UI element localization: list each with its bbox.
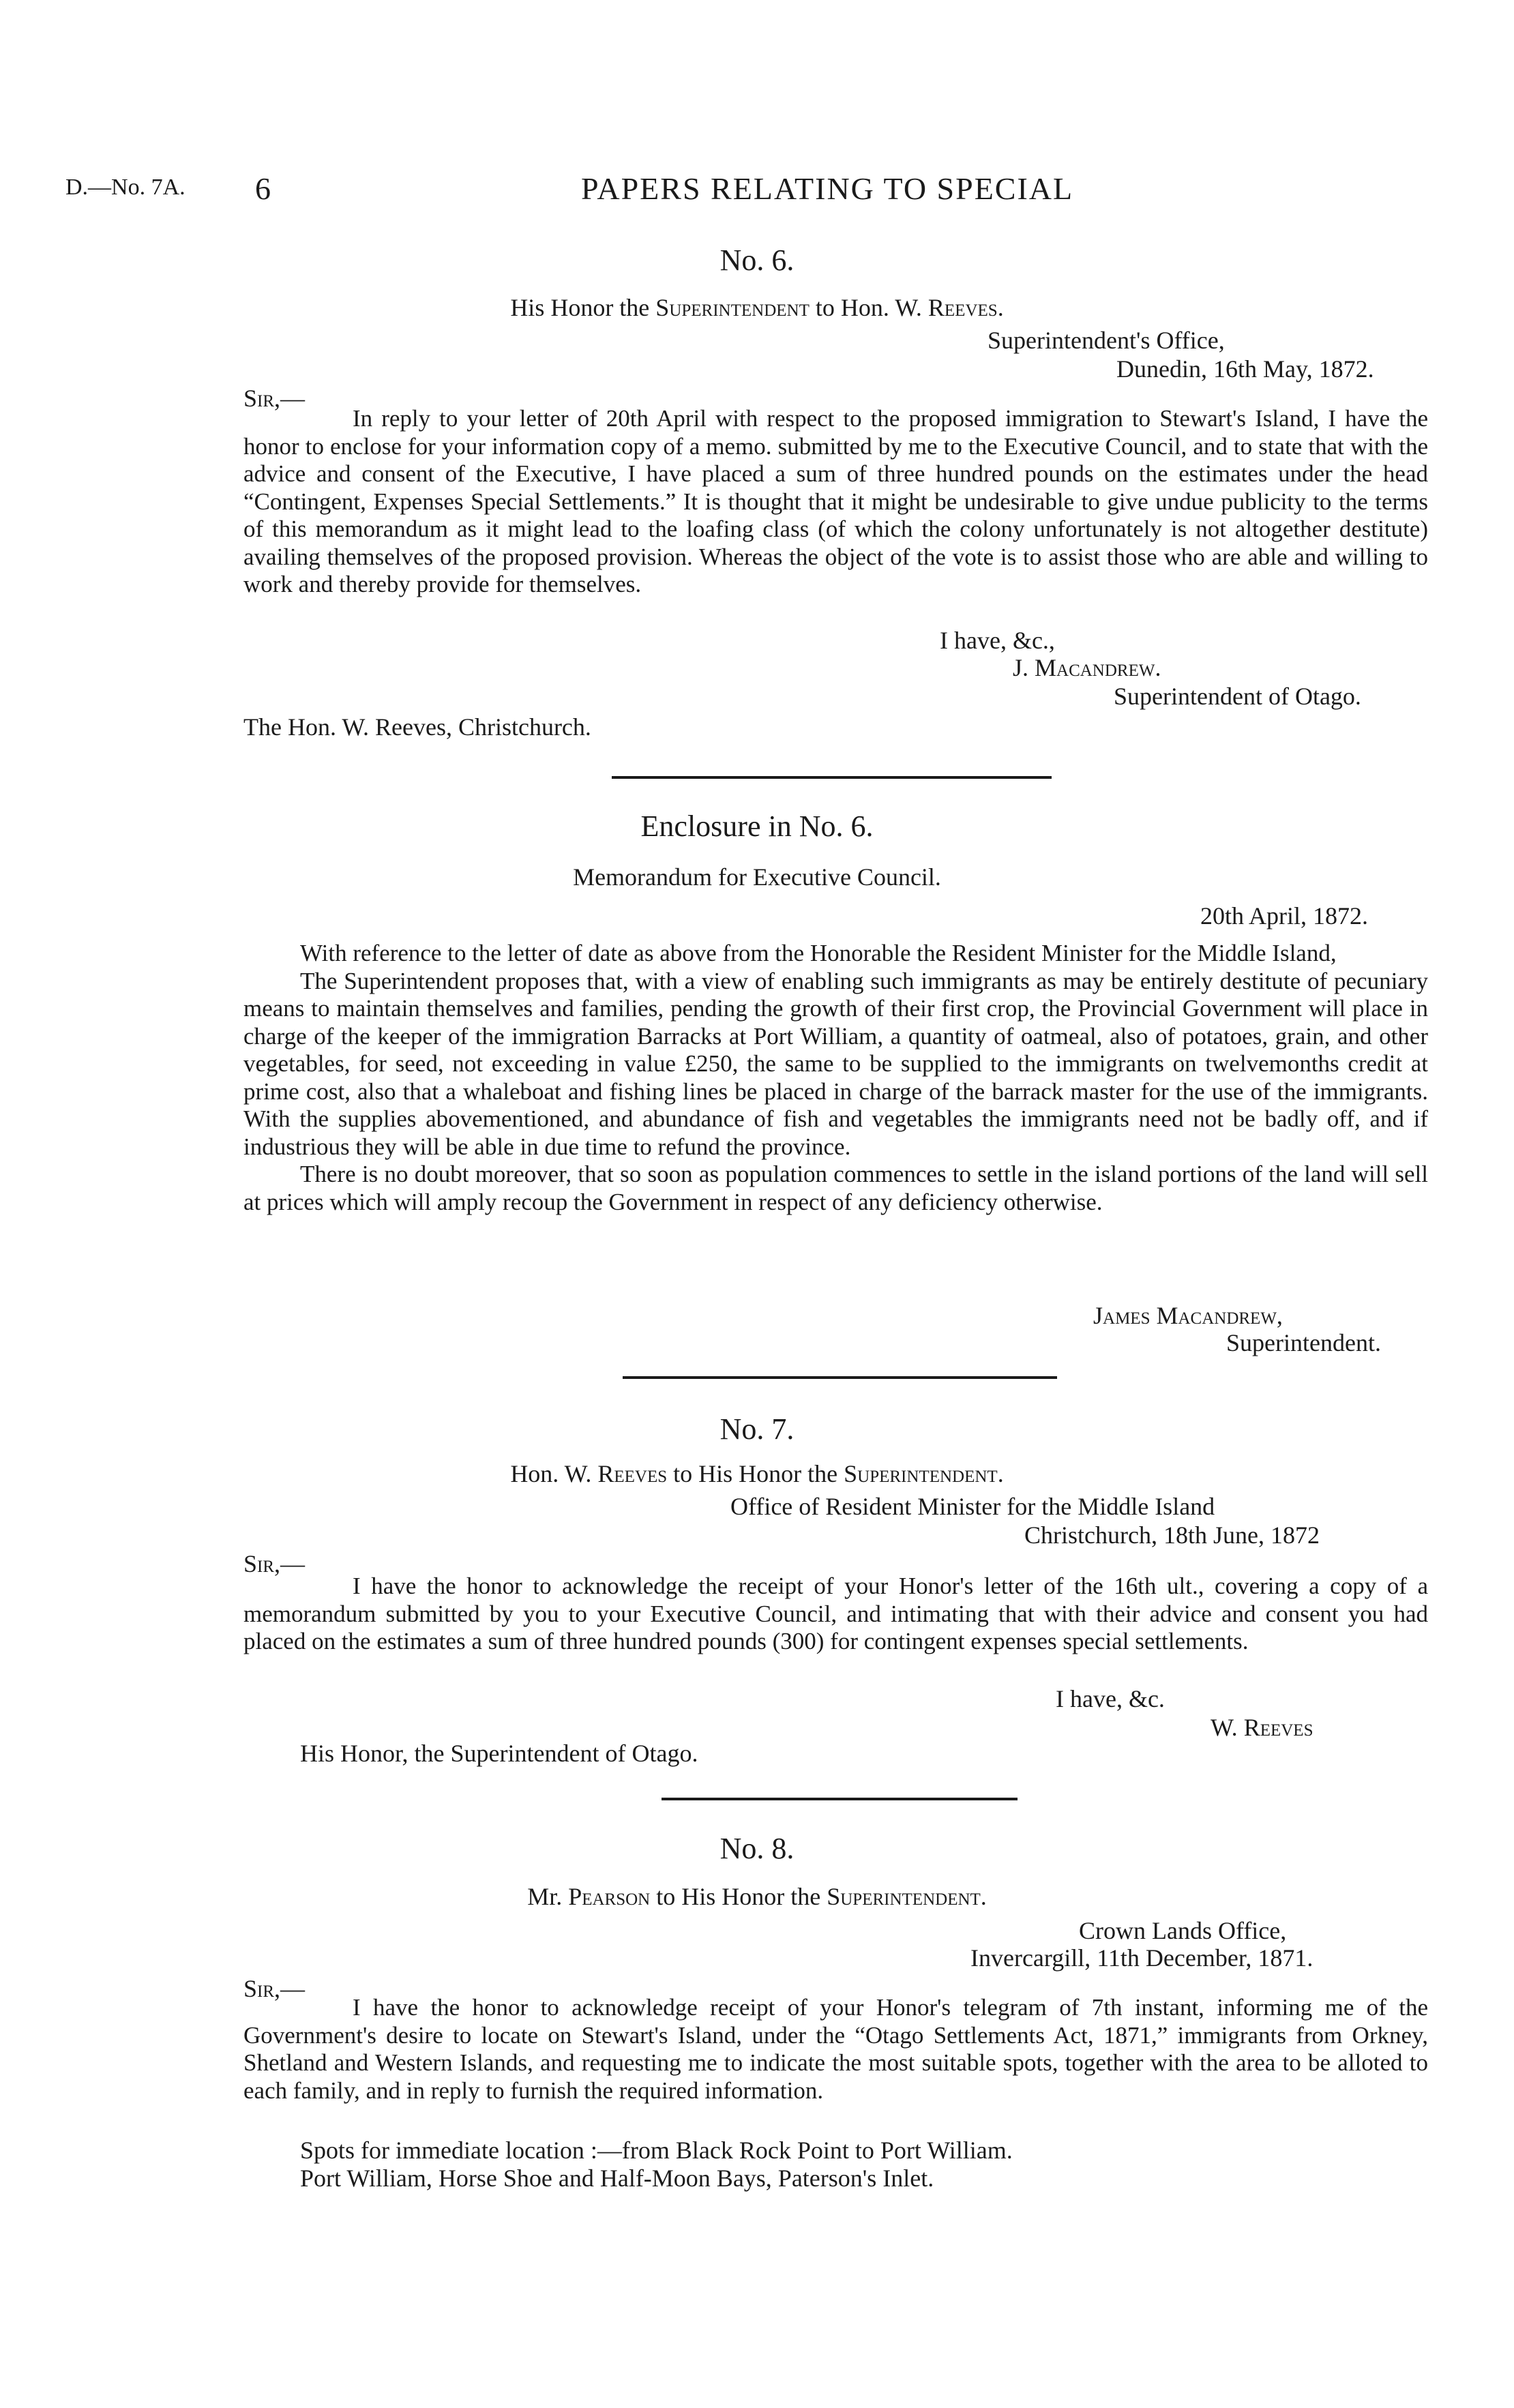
letter-6-salutation: Sir,— <box>243 385 306 412</box>
letter-7-from-pre: Hon. W. <box>510 1460 598 1487</box>
letter-7-salutation: Sir,— <box>243 1550 306 1577</box>
letter-7-place-date: Christchurch, 18th June, 1872 <box>1024 1521 1320 1549</box>
enclosure-6-signature <box>1093 1301 1283 1330</box>
divider-rule-2 <box>623 1376 1057 1379</box>
letter-6-body-text: In reply to your letter of 20th April with respect to the proposed immigration to Stewart's Island, I have the honor to enclose for your information copy of a memo. submitted by me to the Executive Council, and to state that with the advice and consent of the Executive, I have placed a sum of three hundred pounds on the estimates under the head “Contingent, Expenses Special Settlements.” It is thought that it might be undesirable to give undue publicity to the terms of this memorandum as it might lead to the loafing class (of which the colony unfortunately is not altogether destitute) availing themselves of the proposed provision. Whereas the object of the vote is to assist those who are able and willing to work and thereby provide for themselves. <box>243 405 1428 597</box>
letter-8-to-sc: Superintendent <box>827 1883 981 1910</box>
letter-6-from-pre: His Honor the <box>510 294 656 321</box>
divider-rule-3 <box>662 1798 1018 1800</box>
letter-8-place-date: Invercargill, 11th December, 1871. <box>970 1944 1313 1972</box>
enclosure-6-heading: Enclosure in No. 6. <box>640 809 874 843</box>
letter-7-from-sc: Reeves <box>597 1460 668 1487</box>
letter-7-signature-pre: W. <box>1211 1714 1244 1741</box>
page-number: 6 <box>255 171 271 206</box>
letter-6-addressee: The Hon. W. Reeves, Christchurch. <box>243 713 591 741</box>
letter-8-to-post: . <box>980 1883 987 1910</box>
letter-6-signature-pre: J. <box>1013 654 1035 681</box>
divider-rule-1 <box>612 776 1052 779</box>
letter-7-signature <box>1211 1713 1313 1742</box>
letter-7-signature-sc: Reeves <box>1243 1714 1313 1741</box>
letter-8-body <box>243 1994 1428 2105</box>
letter-7-heading: No. 7. <box>719 1412 795 1446</box>
letter-7-from-mid: to His Honor the <box>667 1460 844 1487</box>
letter-6-body <box>243 405 1428 599</box>
letter-6-signature-post: . <box>1155 654 1161 681</box>
letter-8-line-2: Port William, Horse Shoe and Half-Moon Bays, Paterson's Inlet. <box>300 2165 934 2192</box>
document-reference: D.—No. 7A. <box>65 175 185 200</box>
enclosure-6-subheading: Memorandum for Executive Council. <box>573 863 941 891</box>
letter-6-from-sc: Superintendent <box>655 294 810 321</box>
letter-6-place-date: Dunedin, 16th May, 1872. <box>1116 355 1374 383</box>
enclosure-6-signature-sc: James Macandrew <box>1093 1302 1277 1329</box>
letter-7-office: Office of Resident Minister for the Middle Island <box>730 1493 1215 1520</box>
letter-8-salutation: Sir,— <box>243 1975 306 2002</box>
letter-8-from-to <box>0 1882 1514 1911</box>
letter-8-body-text: I have the honor to acknowledge receipt of your Honor's telegram of 7th instant, informing me of the Government's desire to locate on Stewart's Island, under the “Otago Settlements Act, 1871,” immigrants from Orkney, Shetland and Western Islands, and requesting me to indicate the most suitable spots, together with the area to be alloted to each family, and in reply to furnish the required information. <box>243 1994 1428 2104</box>
letter-7-body <box>243 1573 1428 1656</box>
letter-6-signer-title: Superintendent of Otago. <box>1114 683 1361 710</box>
letter-6-signature <box>1013 653 1161 682</box>
enclosure-6-signer-title: Superintendent. <box>1226 1329 1381 1356</box>
enclosure-6-date: 20th April, 1872. <box>1200 902 1369 930</box>
letter-7-closing: I have, &c. <box>1056 1685 1165 1712</box>
letter-6-heading: No. 6. <box>719 243 795 277</box>
letter-8-from-mid: to His Honor the <box>650 1883 827 1910</box>
enclosure-6-signature-post: , <box>1276 1302 1283 1329</box>
letter-8-from-pre: Mr. <box>527 1883 569 1910</box>
enclosure-6-para-2: The Superintendent proposes that, with a view of enabling such immigrants as may be entirely destitute of pecuniary means to maintain themselves and families, pending the growth of their first crop, the Provincial Government will place in charge of the keeper of the immigration Barracks at Port William, a quantity of oatmeal, also of potatoes, grain, and other vegetables, for seed, not exceeding in value £250, the same to be supplied to the immigrants on twelvemonths credit at prime cost, also that a whaleboat and fishing lines be placed in charge of the barrack master for the use of the immigrants. With the supplies abovementioned, and abundance of fish and vegetables the immigrants need not be badly off, and if industrious they will be able in due time to refund the province. <box>243 967 1428 1160</box>
page-title: PAPERS RELATING TO SPECIAL <box>581 171 1074 206</box>
enclosure-6-para-3: There is no doubt moreover, that so soon as population commences to settle in the island portions of the land will sell at prices which will amply recoup the Government in respect of any deficiency otherwise. <box>243 1161 1428 1215</box>
letter-8-office: Crown Lands Office, <box>1079 1917 1287 1944</box>
letter-7-addressee: His Honor, the Superintendent of Otago. <box>300 1740 698 1767</box>
letter-6-office: Superintendent's Office, <box>988 327 1225 354</box>
letter-7-to-post: . <box>997 1460 1004 1487</box>
letter-6-closing: I have, &c., <box>940 627 1055 654</box>
letter-7-from-to <box>0 1459 1514 1488</box>
letter-6-signature-sc: Macandrew <box>1035 654 1155 681</box>
letter-8-from-sc: Pearson <box>568 1883 651 1910</box>
letter-6-to-sc: Reeves <box>927 294 998 321</box>
letter-8-heading: No. 8. <box>719 1832 795 1865</box>
letter-7-body-text: I have the honor to acknowledge the receipt of your Honor's letter of the 16th ult., covering a copy of a memorandum submitted by you to your Executive Council, and intimating that with their advice and consent you had placed on the estimates a sum of three hundred pounds (300) for contingent expenses special settlements. <box>243 1573 1428 1654</box>
letter-6-from-to <box>0 293 1514 322</box>
letter-6-from-mid: to Hon. W. <box>809 294 928 321</box>
enclosure-6-para-1: With reference to the letter of date as above from the Honorable the Resident Minister for the Middle Island, <box>300 940 1337 966</box>
letter-8-line-1: Spots for immediate location :—from Black Rock Point to Port William. <box>300 2137 1013 2164</box>
enclosure-6-body <box>243 940 1428 1216</box>
letter-7-to-sc: Superintendent <box>844 1460 998 1487</box>
letter-6-to-post: . <box>997 294 1004 321</box>
